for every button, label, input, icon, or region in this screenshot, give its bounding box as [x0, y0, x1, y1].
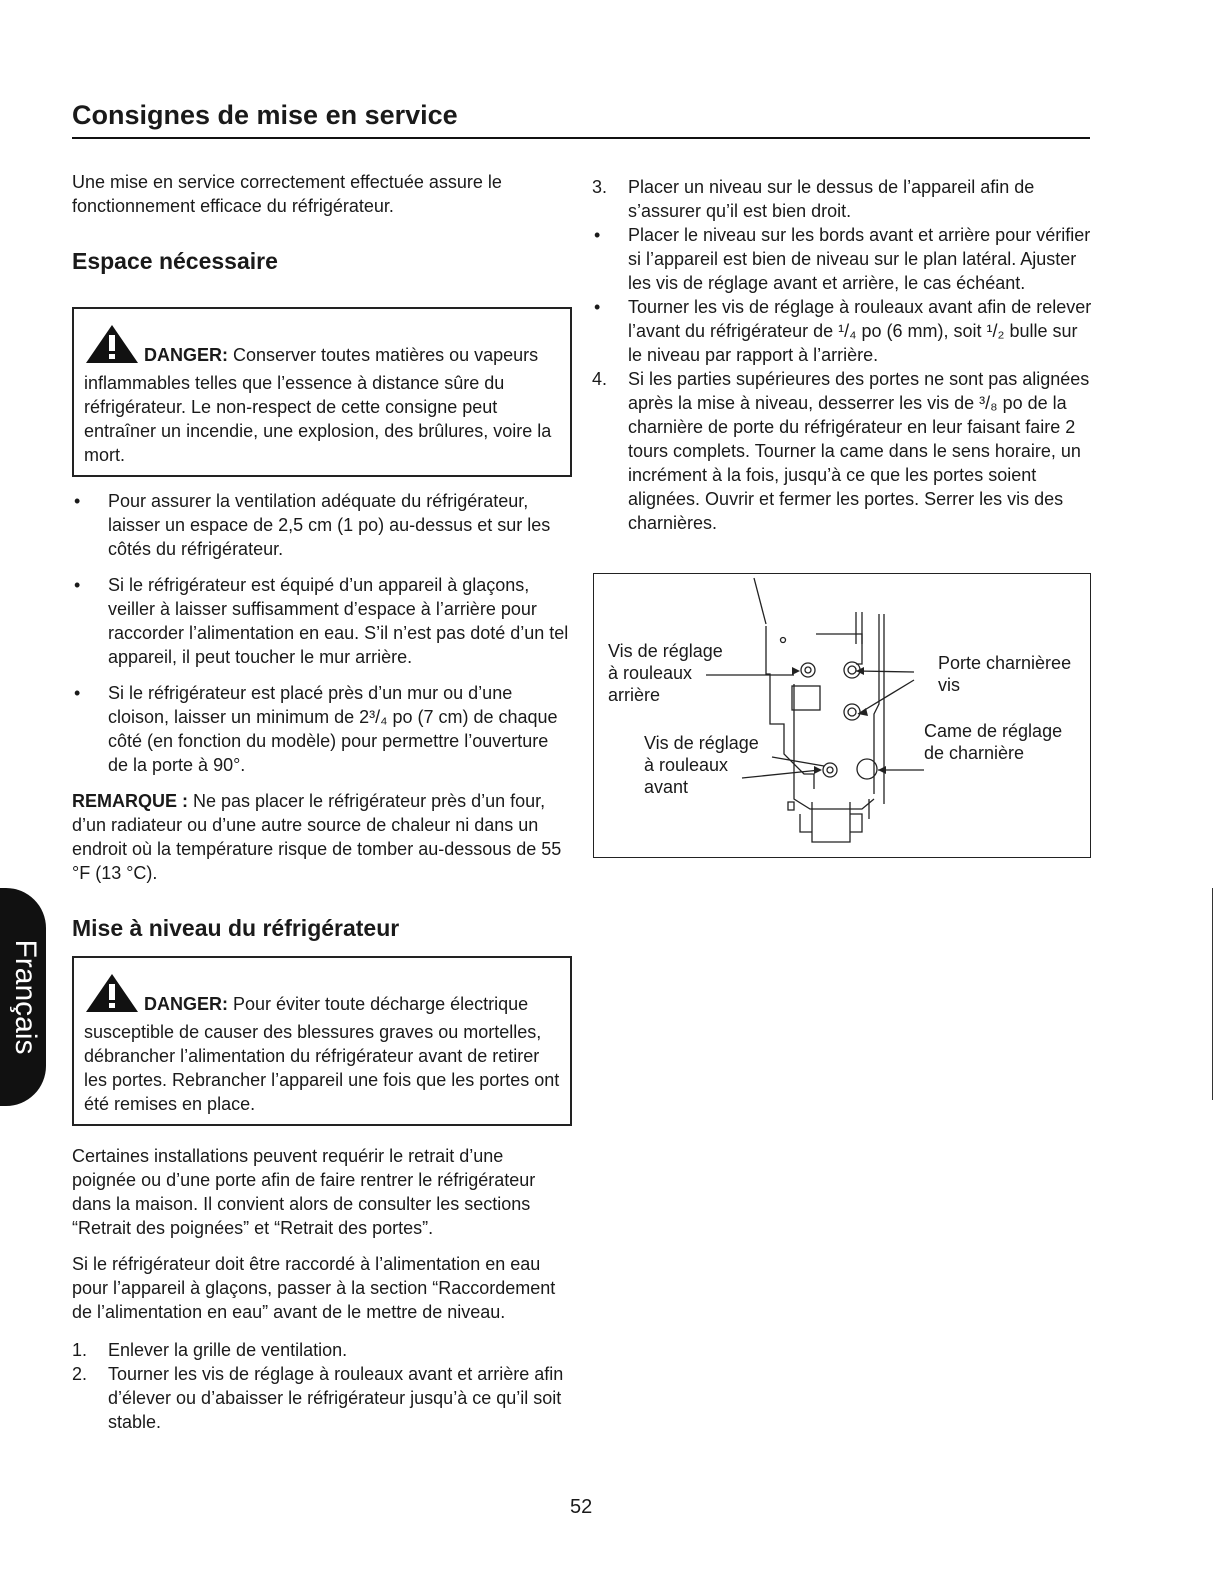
list-item: • Si le réfrigérateur est équipé d’un appareil à glaçons, veiller à laisser suffisamment d’espace à l’arrière pour raccorder l’alimentation en eau. S’il n’est pas doté d’un tel appareil, il peut toucher le mur arrière.: [74, 575, 569, 667]
water-paragraph: Si le réfrigérateur doit être raccordé à l’alimentation en eau pour l’appareil à glaçons, passer à la section “Raccordement de l’alimentation en eau” avant de le mettre de niveau.: [72, 1254, 556, 1322]
step-item: 3. Placer un niveau sur le dessus de l’appareil afin de s’assurer qu’il est bien droit.: [592, 177, 1035, 221]
page-edge-line: [1212, 888, 1213, 1100]
list-item: • Si le réfrigérateur est placé près d’un mur ou d’une cloison, laisser un minimum de 2³/₄ po (7 cm) de chaque côté (en fonction du modèle) pour permettre l’ouverture de la porte à 90°.: [74, 683, 558, 775]
danger-label: DANGER:: [144, 994, 228, 1014]
title-divider: [72, 137, 1090, 139]
section-heading-space: Espace nécessaire: [72, 248, 278, 274]
page-title: Consignes de mise en service: [72, 100, 458, 130]
danger-box-electric: [72, 956, 572, 1126]
front-roller-label: Vis de réglage à rouleaux avant: [644, 733, 759, 797]
page-number: 52: [570, 1496, 593, 1518]
remark-label: REMARQUE :: [72, 791, 188, 811]
left-column: [72, 170, 572, 1434]
warning-triangle-icon: [84, 972, 140, 1020]
section-heading-leveling: Mise à niveau du réfrigérateur: [72, 915, 400, 941]
list-item: • Pour assurer la ventilation adéquate du réfrigérateur, laisser un espace de 2,5 cm (1 po) au-dessus et sur les côtés du réfrigérateur.: [74, 491, 551, 559]
hinge-screw-label: Porte charnièree vis: [938, 653, 1072, 695]
step-item: 1. Enlever la grille de ventilation.: [72, 1340, 348, 1360]
danger-text: Conserver toutes matières ou vapeurs inflammables telles que l’essence à distance sûre du réfrigérateur. Le non-respect de cette consigne peut entraîner un incendie, une explosion, des brûlures, voire la mort.: [84, 345, 552, 465]
list-item: • Placer le niveau sur les bords avant et arrière pour vérifier si l’appareil est bien de niveau sur le plan latéral. Ajuster les vis de réglage avant et arrière, le cas échéant.: [594, 225, 1091, 293]
danger-text: Pour éviter toute décharge électrique susceptible de causer des blessures graves ou mortelles, débrancher l’alimentation du réfrigérateur avant de retirer les portes. Rebrancher l’appareil une fois que les portes ont été remises en place.: [84, 994, 560, 1114]
intro-paragraph: Une mise en service correctement effectuée assure le fonctionnement efficace du réfrigérateur.: [72, 172, 502, 216]
level-check-bullets: [592, 223, 1092, 367]
right-column: [592, 175, 1092, 535]
leveling-steps-continued: [592, 367, 1092, 535]
leveling-steps-continued: [592, 175, 1092, 223]
hinge-illustration: [594, 574, 1090, 857]
rear-roller-label: Vis de réglage à rouleaux arrière: [608, 641, 723, 705]
remark-paragraph: [72, 789, 572, 885]
danger-box-flammable: [72, 307, 572, 477]
hinge-cam-label: Came de réglage de charnière: [924, 721, 1063, 763]
language-tab: [0, 888, 46, 1106]
hinge-diagram: [593, 573, 1091, 858]
danger-label: DANGER:: [144, 345, 228, 365]
step-item: 2. Tourner les vis de réglage à rouleaux avant et arrière afin d’élever ou d’abaisser le réfrigérateur jusqu’à ce qu’il soit stable.: [72, 1364, 564, 1432]
list-item: • Tourner les vis de réglage à rouleaux avant afin de relever l’avant du réfrigérateur de ¹/₄ po (6 mm), soit ¹/₂ bulle sur le niveau par rapport à l’arrière.: [594, 297, 1092, 365]
leveling-steps: [72, 1338, 572, 1434]
language-tab-label: Français: [9, 939, 42, 1055]
removal-paragraph: Certaines installations peuvent requérir le retrait d’une poignée ou d’une porte afin de faire rentrer le réfrigérateur dans la maison. Il convient alors de consulter les sections “Retrait des poignées” et “Retrait des portes”.: [72, 1146, 536, 1238]
space-bullet-list: [72, 489, 572, 777]
remark-text: Ne pas placer le réfrigérateur près d’un four, d’un radiateur ou d’une autre source de chaleur ni dans un endroit où la température risque de tomber au-dessous de 55 °F (13 °C).: [72, 791, 562, 883]
step-item: 4. Si les parties supérieures des portes ne sont pas alignées après la mise à niveau, desserrer les vis de ³/₈ po de la charnière de porte du réfrigérateur en leur faisant faire 2 tours complets. Tourner la came dans le sens horaire, un incrément à la fois, jusqu’à ce que les portes soient alignées. Ouvrir et fermer les portes. Serrer les vis des charnières.: [592, 369, 1090, 533]
warning-triangle-icon: [84, 323, 140, 371]
